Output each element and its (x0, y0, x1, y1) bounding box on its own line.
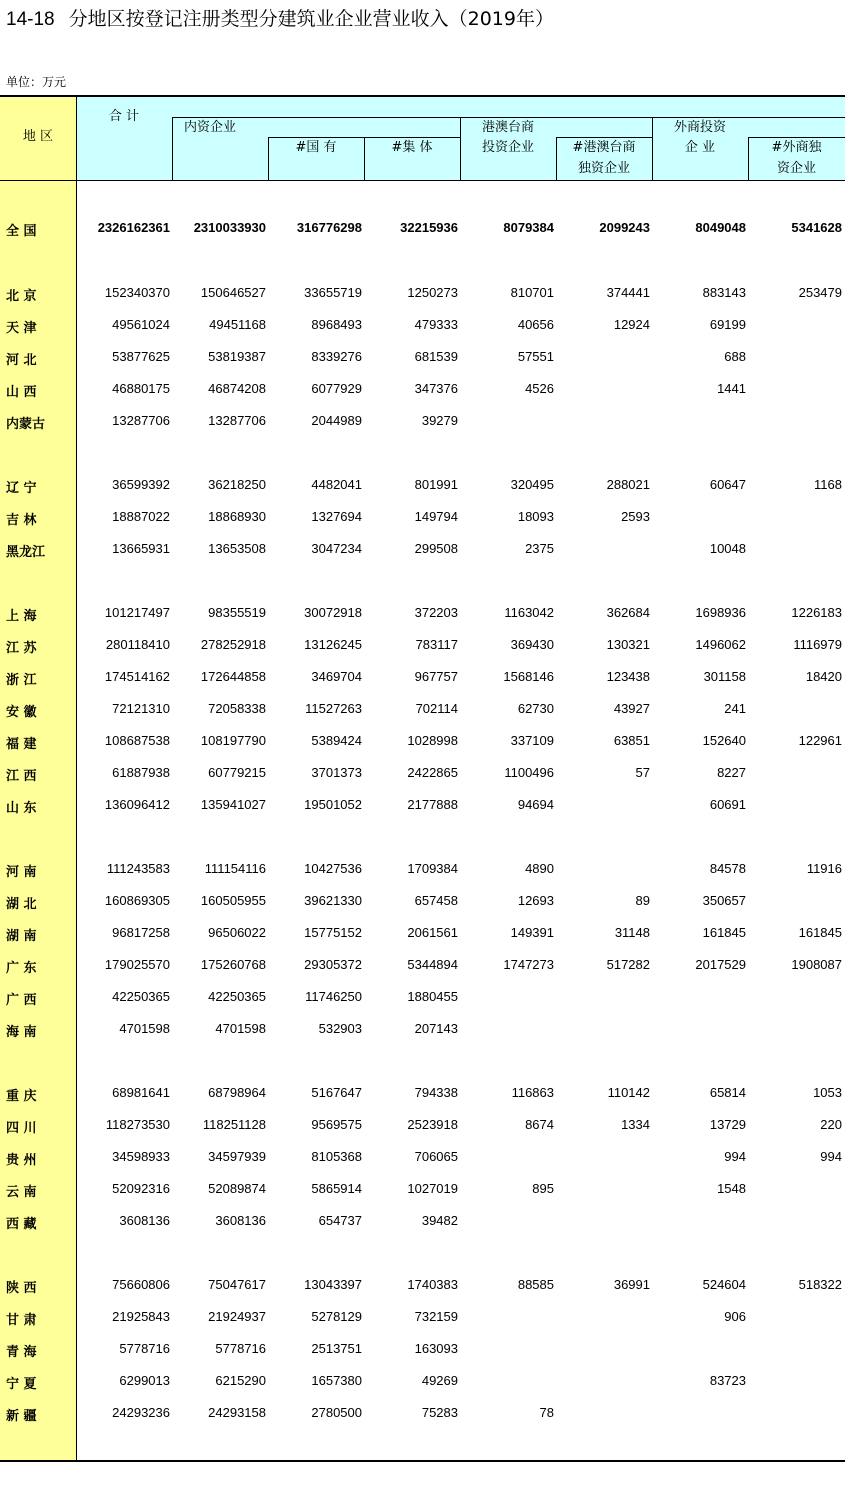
table-cell: 3469704 (311, 669, 362, 684)
table-cell: 10048 (709, 541, 746, 556)
table-bottom-rule (0, 1460, 845, 1462)
table-cell: 60691 (709, 797, 746, 812)
table-cell: 49451168 (209, 317, 266, 332)
table-cell: 13043397 (304, 1277, 362, 1292)
region-name: 广 西 (6, 993, 37, 1008)
region-name: 陕 西 (6, 1281, 37, 1296)
header-region: 地 区 (22, 129, 54, 144)
table-cell: 1568146 (503, 669, 554, 684)
table-cell: 5389424 (311, 733, 362, 748)
table-cell: 21924937 (208, 1309, 266, 1324)
table-cell: 1226183 (791, 605, 842, 620)
region-name: 福 建 (6, 737, 37, 752)
table-cell: 108197790 (200, 733, 266, 748)
table-cell: 883143 (702, 285, 746, 300)
region-name: 山 东 (6, 801, 37, 816)
table-cell: 794338 (414, 1085, 458, 1100)
table-cell: 1116979 (793, 637, 842, 652)
table-cell: 337109 (510, 733, 554, 748)
table-cell: 1747273 (503, 957, 554, 972)
region-name: 黑龙江 (6, 545, 46, 560)
header-foreign-sole-line1: #外商独 (771, 140, 822, 155)
table-cell: 3608136 (119, 1213, 170, 1228)
header-domestic: 内资企业 (184, 120, 237, 135)
table-cell: 39279 (421, 413, 458, 428)
header-collective: #集 体 (391, 140, 433, 155)
table-cell: 40656 (517, 317, 554, 332)
table-cell: 130321 (606, 637, 650, 652)
header-foreign-sole-line2: 资企业 (776, 161, 816, 176)
table-cell: 895 (532, 1181, 554, 1196)
table-title: 分地区按登记注册类型分建筑业企业营业收入（2019年） (68, 8, 554, 30)
table-cell: 320495 (510, 477, 554, 492)
table-cell: 2017529 (695, 957, 746, 972)
table-cell: 299508 (414, 541, 458, 556)
table-top-rule (0, 95, 845, 97)
table-cell: 98355519 (208, 605, 266, 620)
table-cell: 149391 (510, 925, 554, 940)
table-cell: 2422865 (407, 765, 458, 780)
table-cell: 18093 (517, 509, 554, 524)
table-cell: 123438 (606, 669, 650, 684)
table-cell: 36991 (613, 1277, 650, 1292)
table-cell: 1163042 (504, 605, 554, 620)
table-cell: 94694 (517, 797, 554, 812)
table-cell: 524604 (702, 1277, 746, 1292)
table-cell: 967757 (414, 669, 458, 684)
table-cell: 42250365 (112, 989, 170, 1004)
table-cell: 24293158 (208, 1405, 266, 1420)
table-cell: 9569575 (311, 1117, 362, 1132)
table-cell: 122961 (798, 733, 842, 748)
table-cell: 116863 (511, 1085, 554, 1100)
table-cell: 118251128 (202, 1117, 266, 1132)
table-cell: 29305372 (304, 957, 362, 972)
table-cell: 179025570 (104, 957, 170, 972)
table-cell: 4482041 (311, 477, 362, 492)
header-hmt-line1: 港澳台商 (481, 120, 534, 135)
region-name: 北 京 (6, 289, 37, 304)
table-cell: 702114 (415, 701, 458, 716)
table-cell: 49269 (421, 1373, 458, 1388)
table-cell: 118273530 (105, 1117, 170, 1132)
table-cell: 1880455 (407, 989, 458, 1004)
table-cell: 2099243 (599, 220, 650, 235)
table-cell: 1548 (717, 1181, 746, 1196)
region-name: 天 津 (6, 321, 37, 336)
table-cell: 57551 (517, 349, 554, 364)
table-cell: 5341628 (791, 220, 842, 235)
table-cell: 8674 (525, 1117, 554, 1132)
table-cell: 2593 (621, 509, 650, 524)
region-name: 新 疆 (6, 1409, 37, 1424)
table-cell: 46880175 (112, 381, 170, 396)
table-cell: 5778716 (215, 1341, 266, 1356)
header-total: 合 计 (108, 109, 140, 124)
table-cell: 33655719 (304, 285, 362, 300)
table-cell: 36599392 (112, 477, 170, 492)
table-cell: 15775152 (304, 925, 362, 940)
table-cell: 316776298 (296, 220, 362, 235)
table-cell: 152640 (702, 733, 746, 748)
table-cell: 1709384 (407, 861, 458, 876)
table-cell: 12924 (613, 317, 650, 332)
table-cell: 479333 (414, 317, 458, 332)
table-cell: 163093 (414, 1341, 458, 1356)
table-cell: 1740383 (407, 1277, 458, 1292)
region-name: 甘 肃 (6, 1313, 37, 1328)
table-cell: 21925843 (112, 1309, 170, 1324)
table-cell: 96506022 (208, 925, 266, 940)
table-cell: 52089874 (208, 1181, 266, 1196)
table-cell: 3047234 (311, 541, 362, 556)
table-cell: 301158 (703, 669, 746, 684)
table-cell: 110142 (607, 1085, 650, 1100)
table-cell: 60779215 (208, 765, 266, 780)
table-cell: 111243583 (106, 861, 170, 876)
table-cell: 2310033930 (193, 220, 266, 235)
table-cell: 1053 (813, 1085, 842, 1100)
region-name: 河 南 (6, 865, 37, 880)
table-cell: 5344894 (407, 957, 458, 972)
region-name: 海 南 (6, 1025, 37, 1040)
table-cell: 801991 (414, 477, 458, 492)
table-cell: 3701373 (311, 765, 362, 780)
table-cell: 13287706 (112, 413, 170, 428)
table-cell: 372203 (414, 605, 458, 620)
table-cell: 11916 (806, 861, 842, 876)
table-cell: 75660806 (112, 1277, 170, 1292)
header-hmt-line2: 投资企业 (481, 140, 534, 155)
table-cell: 2375 (525, 541, 554, 556)
table-cell: 161845 (798, 925, 842, 940)
table-cell: 69199 (709, 317, 746, 332)
table-cell: 1441 (717, 381, 746, 396)
region-name: 西 藏 (6, 1217, 37, 1232)
table-cell: 63851 (613, 733, 650, 748)
region-name: 安 徽 (6, 705, 37, 720)
table-cell: 36218250 (208, 477, 266, 492)
table-cell: 32215936 (400, 220, 458, 235)
table-cell: 8227 (717, 765, 746, 780)
table-cell: 13287706 (208, 413, 266, 428)
table-cell: 96817258 (112, 925, 170, 940)
table-cell: 160505955 (200, 893, 266, 908)
table-cell: 39621330 (304, 893, 362, 908)
region-name: 贵 州 (6, 1153, 37, 1168)
header-bottom-rule (0, 180, 845, 181)
table-cell: 72058338 (208, 701, 266, 716)
header-foreign-line1: 外商投资 (673, 120, 726, 135)
unit-label: 单位：万元 (6, 75, 67, 89)
table-cell: 657458 (414, 893, 458, 908)
table-cell: 362684 (606, 605, 650, 620)
table-cell: 31148 (614, 925, 650, 940)
header-hmt-sole-line1: #港澳台商 (572, 140, 636, 155)
table-cell: 161845 (702, 925, 746, 940)
table-cell: 61887938 (112, 765, 170, 780)
table-cell: 6299013 (119, 1373, 170, 1388)
page-title (6, 4, 554, 31)
table-cell: 369430 (510, 637, 554, 652)
table-cell: 34597939 (208, 1149, 266, 1164)
region-name: 云 南 (6, 1185, 37, 1200)
table-cell: 2061561 (407, 925, 458, 940)
table-cell: 111154116 (204, 861, 266, 876)
table-cell: 278252918 (200, 637, 266, 652)
table-cell: 175260768 (200, 957, 266, 972)
table-cell: 49561024 (112, 317, 170, 332)
table-cell: 42250365 (208, 989, 266, 1004)
table-cell: 994 (724, 1149, 746, 1164)
region-name: 江 西 (6, 769, 37, 784)
header-hmt-sole-line2: 独资企业 (577, 161, 630, 176)
table-cell: 72121310 (112, 701, 170, 716)
table-cell: 4526 (525, 381, 554, 396)
table-cell: 89 (635, 893, 650, 908)
table-cell: 8049048 (695, 220, 746, 235)
table-cell: 3608136 (215, 1213, 266, 1228)
table-cell: 12693 (517, 893, 554, 908)
table-cell: 347376 (414, 381, 458, 396)
table-cell: 2780500 (311, 1405, 362, 1420)
table-cell: 52092316 (112, 1181, 170, 1196)
table-cell: 34598933 (112, 1149, 170, 1164)
region-name: 辽 宁 (6, 481, 37, 496)
region-name: 宁 夏 (6, 1377, 37, 1392)
table-cell: 1168 (814, 477, 842, 492)
table-cell: 688 (724, 349, 746, 364)
table-cell: 18868930 (208, 509, 266, 524)
table-cell: 1327694 (311, 509, 362, 524)
table-cell: 5778716 (119, 1341, 170, 1356)
table-cell: 280118410 (105, 637, 170, 652)
table-cell: 6215290 (215, 1373, 266, 1388)
region-name: 湖 北 (6, 897, 37, 912)
table-cell: 135941027 (200, 797, 266, 812)
table-cell: 253479 (798, 285, 842, 300)
region-divider (76, 95, 77, 1461)
table-cell: 681539 (414, 349, 458, 364)
table-cell: 68798964 (208, 1085, 266, 1100)
table-cell: 172644858 (200, 669, 266, 684)
table-cell: 810701 (510, 285, 554, 300)
region-name: 上 海 (6, 609, 37, 624)
table-cell: 5278129 (311, 1309, 362, 1324)
table-cell: 350657 (702, 893, 746, 908)
table-cell: 75283 (421, 1405, 458, 1420)
table-cell: 220 (820, 1117, 842, 1132)
table-cell: 83723 (709, 1373, 746, 1388)
table-cell: 53819387 (208, 349, 266, 364)
table-cell: 732159 (414, 1309, 458, 1324)
table-cell: 1657380 (311, 1373, 362, 1388)
table-cell: 43927 (613, 701, 650, 716)
table-cell: 1028998 (407, 733, 458, 748)
table-cell: 101217497 (104, 605, 170, 620)
table-cell: 174514162 (104, 669, 170, 684)
region-name: 四 川 (6, 1121, 37, 1136)
table-cell: 13729 (709, 1117, 746, 1132)
table-cell: 18887022 (112, 509, 170, 524)
table-cell: 706065 (414, 1149, 458, 1164)
table-cell: 13665931 (112, 541, 170, 556)
table-cell: 10427536 (304, 861, 362, 876)
table-cell: 11527263 (305, 701, 362, 716)
table-cell: 2177888 (407, 797, 458, 812)
table-cell: 152340370 (104, 285, 170, 300)
table-cell: 1100496 (504, 765, 554, 780)
table-cell: 65814 (709, 1085, 746, 1100)
table-cell: 288021 (606, 477, 650, 492)
table-cell: 1908087 (791, 957, 842, 972)
table-cell: 8339276 (311, 349, 362, 364)
table-cell: 6077929 (311, 381, 362, 396)
table-cell: 1496062 (695, 637, 746, 652)
table-cell: 1334 (621, 1117, 650, 1132)
table-cell: 149794 (414, 509, 458, 524)
region-name: 广 东 (6, 961, 37, 976)
region-name: 湖 南 (6, 929, 37, 944)
table-cell: 241 (724, 701, 746, 716)
header-state: #国 有 (295, 140, 337, 155)
table-cell: 5167647 (311, 1085, 362, 1100)
table-cell: 88585 (517, 1277, 554, 1292)
region-name: 吉 林 (6, 513, 37, 528)
region-name: 浙 江 (6, 673, 37, 688)
table-cell: 1027019 (407, 1181, 458, 1196)
table-cell: 68981641 (112, 1085, 170, 1100)
table-cell: 39482 (421, 1213, 458, 1228)
table-cell: 62730 (517, 701, 554, 716)
table-cell: 994 (820, 1149, 842, 1164)
table-cell: 84578 (709, 861, 746, 876)
table-cell: 136096412 (104, 797, 170, 812)
table-cell: 46874208 (208, 381, 266, 396)
table-number: 14-18 (6, 9, 55, 30)
region-name: 河 北 (6, 353, 37, 368)
table-cell: 19501052 (304, 797, 362, 812)
table-cell: 906 (724, 1309, 746, 1324)
table-cell: 30072918 (304, 605, 362, 620)
table-cell: 8968493 (311, 317, 362, 332)
table-cell: 5865914 (311, 1181, 362, 1196)
region-name: 江 苏 (6, 641, 37, 656)
table-cell: 75047617 (208, 1277, 266, 1292)
table-cell: 53877625 (112, 349, 170, 364)
table-cell: 13653508 (208, 541, 266, 556)
data-table (0, 95, 845, 1462)
table-cell: 2044989 (311, 413, 362, 428)
region-name: 内蒙古 (6, 417, 46, 432)
table-cell: 532903 (318, 1021, 362, 1036)
table-cell: 4701598 (119, 1021, 170, 1036)
table-cell: 8105368 (311, 1149, 362, 1164)
table-cell: 108687538 (104, 733, 170, 748)
table-cell: 207143 (414, 1021, 458, 1036)
table-cell: 60647 (709, 477, 746, 492)
table-cell: 518322 (798, 1277, 842, 1292)
region-name: 重 庆 (6, 1089, 37, 1104)
region-name: 全 国 (6, 224, 37, 239)
table-cell: 57 (635, 765, 650, 780)
header-foreign-line2: 企 业 (684, 140, 716, 155)
table-cell: 150646527 (200, 285, 266, 300)
table-cell: 160869305 (104, 893, 170, 908)
table-cell: 1698936 (695, 605, 746, 620)
region-name: 山 西 (6, 385, 37, 400)
region-name: 青 海 (6, 1345, 37, 1360)
table-cell: 2326162361 (97, 220, 170, 235)
table-cell: 13126245 (304, 637, 362, 652)
table-cell: 4701598 (215, 1021, 266, 1036)
table-cell: 783117 (415, 637, 458, 652)
table-cell: 654737 (318, 1213, 362, 1228)
table-cell: 11746250 (305, 989, 362, 1004)
table-cell: 2513751 (311, 1341, 362, 1356)
table-cell: 374441 (606, 285, 650, 300)
table-cell: 1250273 (407, 285, 458, 300)
table-cell: 8079384 (503, 220, 554, 235)
table-cell: 18420 (805, 669, 842, 684)
table-cell: 4890 (525, 861, 554, 876)
table-cell: 517282 (606, 957, 650, 972)
table-cell: 2523918 (407, 1117, 458, 1132)
table-cell: 78 (539, 1405, 554, 1420)
table-cell: 24293236 (112, 1405, 170, 1420)
